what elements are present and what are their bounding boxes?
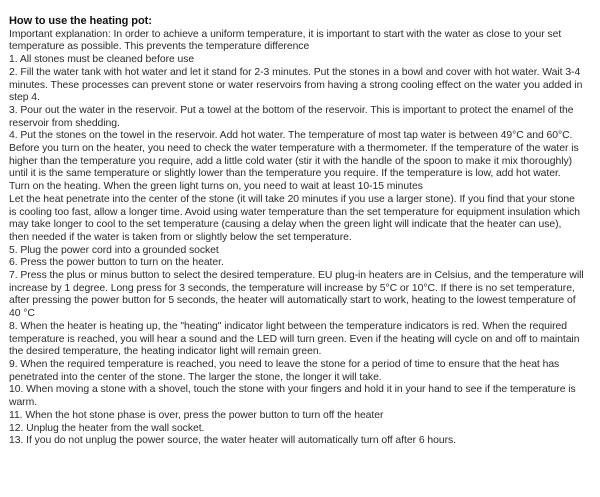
step-10: 10. When moving a stone with a shovel, touch the stone with your fingers and hold it in your hand to see if the temperature is warm.: [9, 384, 576, 409]
document-title: How to use the heating pot:: [9, 15, 152, 27]
step-13: 13. If you do not unplug the power source, the water heater will automatically turn off after 6 hours.: [9, 435, 456, 447]
step-4: 4. Put the stones on the towel in the reservoir. Add hot water. The temperature of most tap water is between 49°C and 60°C. Before you turn on the heater, you need to check the water temperature with a thermometer. If the temperature of the water is higher than the temperature you require, add a little cold water (stir it with the handle of the spoon to make it mix thoroughly) until it is the same temperature or slightly lower than the temperature you require. If the temperature is low, add hot water. Turn on the heating. When the green light turns on, you need to wait at least 10-15 minutes: [9, 130, 579, 193]
step-9: 9. When the required temperature is reached, you need to leave the stone for a period of time to ensure that the heat has penetrated into the center of the stone. The larger the stone, the longer it will take.: [9, 358, 560, 383]
step-2: 2. Fill the water tank with hot water and let it stand for 2-3 minutes. Put the stones in a bowl and cover with hot water. Wait 3-4 minutes. These processes can prevent stone or water reservoirs from having a strong cooling effect on the water you added in step 4.: [9, 66, 583, 104]
step-5: 5. Plug the power cord into a grounded socket: [9, 244, 219, 256]
step-6: 6. Press the power button to turn on the heater.: [9, 257, 224, 269]
step-3: 3. Pour out the water in the reservoir. Put a towel at the bottom of the reservoir. This is important to protect the enamel of the reservoir from shedding.: [9, 104, 574, 129]
step-7: 7. Press the plus or minus button to select the desired temperature. EU plug-in heaters are in Celsius, and the temperature will increase by 1 degree. Long press for 3 seconds, the temperature will increase by 5°C or 10°C. If there is no set temperature, after pressing the power button for 5 seconds, the heater will automatically start to work, heating to the lowest temperature of 40 °C: [9, 270, 584, 320]
step-4-continued: Let the heat penetrate into the center of the stone (it will take 20 minutes if you use a larger stone). If you find that your stone is cooling too fast, allow a longer time. Avoid using water temperature than the set temperature for equipment insulation which may take longer to cool to the set temperature (causing a delay when the green light will indicate that the heater can use), then needed if the water is taken from or slightly below the set temperature.: [9, 193, 581, 243]
intro-paragraph: Important explanation: In order to achieve a uniform temperature, it is important to start with the water as close to your set temperature as possible. This prevents the temperature difference: [9, 28, 562, 53]
step-1: 1. All stones must be cleaned before use: [9, 54, 195, 66]
step-8: 8. When the heater is heating up, the "heating" indicator light between the temperature indicators is red. When the required temperature is reached, you will hear a sound and the LED will turn green. Even if the heating will cycle on and off to maintain the desired temperature, the heating indicator light will remain green.: [9, 320, 580, 358]
step-12: 12. Unplug the heater from the wall socket.: [9, 422, 205, 434]
step-11: 11. When the hot stone phase is over, press the power button to turn off the heater: [9, 409, 384, 421]
